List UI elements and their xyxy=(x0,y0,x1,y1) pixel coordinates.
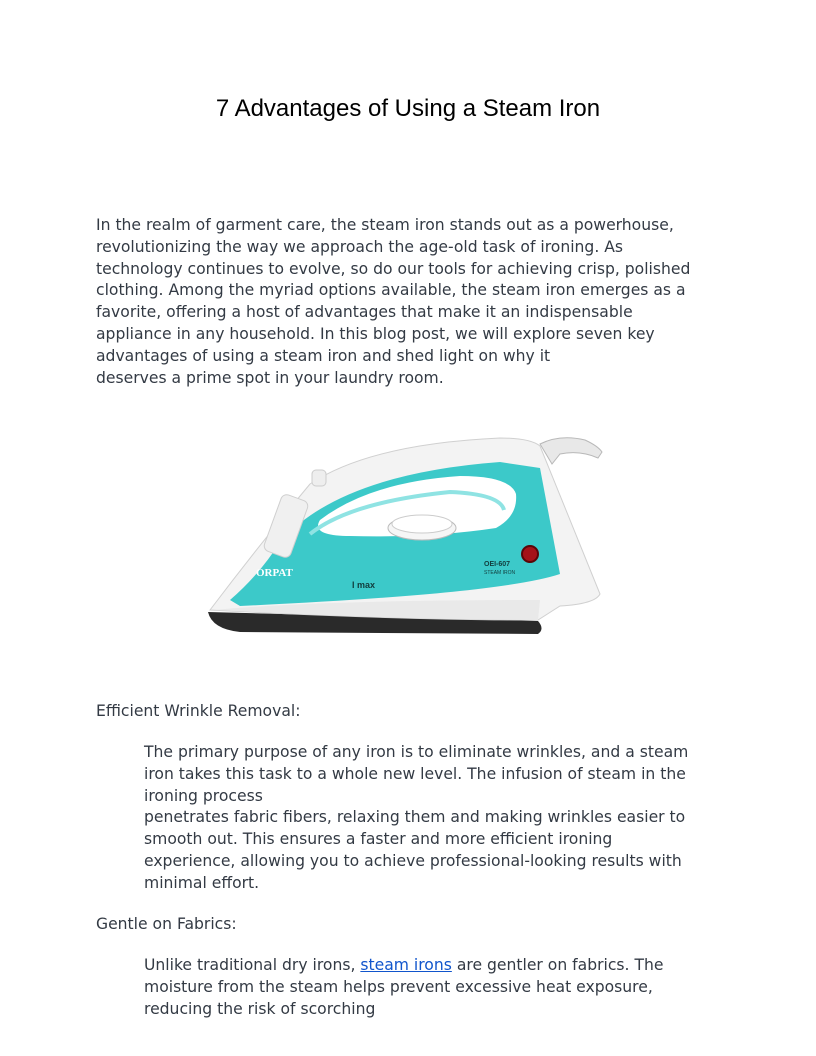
section-body-fabrics xyxy=(144,955,724,1020)
brand-label: ORPAT xyxy=(256,567,293,579)
body-text-after-link: are gentler on fabrics. The moisture from the steam helps prevent excessive heat exposure, reducing the risk of scorching xyxy=(144,956,664,1018)
model-subtitle: STEAM IRON xyxy=(484,570,516,576)
body-text-before-link: Unlike traditional dry irons, xyxy=(144,956,361,974)
section-body-wrinkle: The primary purpose of any iron is to eliminate wrinkles, and a steam iron takes this task to a whole new level. The infusion of steam in the ironing process penetrates fabric fibers, relaxing them and making wrinkles easier to smooth out. This ensures a faster and more efficient ironing experience, allowing you to achieve professional-looking results with minimal effort. xyxy=(144,743,689,892)
page-title: 7 Advantages of Using a Steam Iron xyxy=(215,95,601,122)
steam-iron-image xyxy=(200,424,610,664)
intro-paragraph: In the realm of garment care, the steam iron stands out as a powerhouse, revolutionizing the way we approach the age-old task of ironing. As technology continues to evolve, so do our tools for achieving crisp, polished clothing. Among the myriad options available, the steam iron emerges as a favorite, offering a host of advantages that make it an indispensable appliance in any household. In this blog post, we will explore seven key advantages of using a steam iron and shed light on why it deserves a prime spot in your laundry room. xyxy=(96,216,691,387)
section-heading-wrinkle: Efficient Wrinkle Removal: xyxy=(96,702,301,720)
model-label: I max xyxy=(352,580,376,590)
model-number: OEI-607 xyxy=(484,561,511,568)
steam-irons-link[interactable]: steam irons xyxy=(360,956,452,974)
section-heading-fabrics: Gentle on Fabrics: xyxy=(96,915,237,933)
